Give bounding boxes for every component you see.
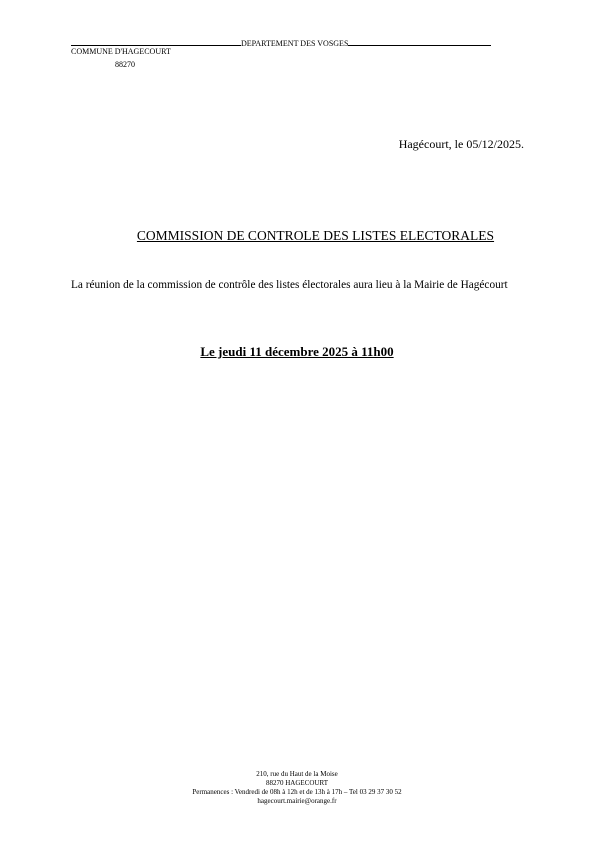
header-rule-right [348,37,491,46]
commune-name: COMMUNE D'HAGECOURT [71,47,171,56]
footer-email: hagecourt.mairie@orange.fr [257,797,337,805]
header-rule-left [71,37,241,46]
footer [71,770,523,806]
footer-address: 210, rue du Haut de la Moise [256,770,338,778]
department-name: DEPARTEMENT DES VOSGES [241,39,349,48]
footer-city: 88270 HAGECOURT [266,779,328,787]
meeting-date: Le jeudi 11 décembre 2025 à 11h00 [200,344,394,359]
date-line: Hagécourt, le 05/12/2025. [398,137,524,151]
document-title: COMMISSION DE CONTROLE DES LISTES ELECTORALES [136,228,495,243]
footer-hours: Permanences : Vendredi de 08h à 12h et de 13h à 17h – Tel 03 29 37 30 52 [192,788,402,796]
body-paragraph: La réunion de la commission de contrôle des listes électorales aura lieu à la Mairie de Hagécourt [71,279,508,291]
postal-code: 88270 [115,60,135,69]
